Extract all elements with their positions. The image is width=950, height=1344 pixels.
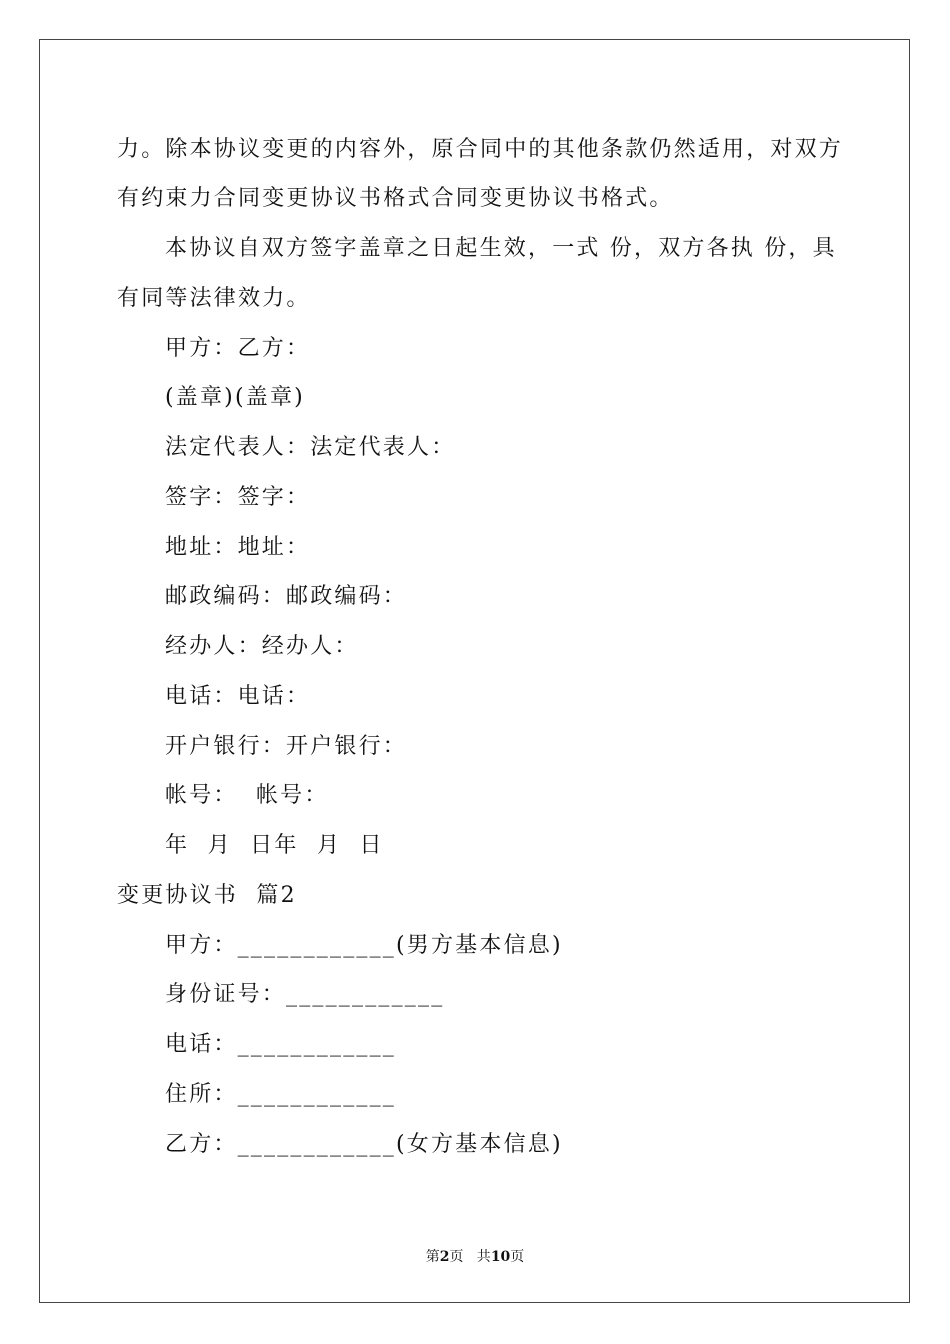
- section-heading: 变更协议书 篇2: [117, 883, 297, 908]
- paragraph-line: 力。除本协议变更的内容外，原合同中的其他条款仍然适用，对双方: [117, 137, 844, 162]
- signature-line: 签字：签字：: [165, 485, 311, 510]
- party-b-line: 乙方：____________(女方基本信息): [165, 1132, 563, 1157]
- phone-line: 电话：____________: [165, 1032, 397, 1057]
- legal-representative-line: 法定代表人：法定代表人：: [165, 435, 456, 460]
- address-line: 地址：地址：: [165, 535, 311, 560]
- phone-line: 电话：电话：: [165, 684, 311, 709]
- page-border: [39, 39, 910, 1303]
- paragraph-line: 有约束力合同变更协议书格式合同变更协议书格式。: [117, 186, 674, 211]
- footer-page-total: 10: [490, 1249, 511, 1265]
- postal-code-line: 邮政编码：邮政编码：: [165, 584, 408, 609]
- footer-suffix: 页: [510, 1249, 525, 1265]
- account-line: 帐号： 帐号：: [165, 783, 329, 808]
- party-a-line: 甲方：____________(男方基本信息): [165, 933, 563, 958]
- footer-mid: 页 共: [449, 1249, 491, 1265]
- residence-line: 住所：____________: [165, 1082, 397, 1107]
- bank-line: 开户银行：开户银行：: [165, 734, 408, 759]
- page-footer: [0, 1247, 950, 1267]
- paragraph-line: 本协议自双方签字盖章之日起生效，一式 份，双方各执 份，具: [165, 236, 837, 261]
- party-line: 甲方：乙方：: [165, 336, 311, 361]
- paragraph-line: 有同等法律效力。: [117, 286, 311, 311]
- seal-line: (盖章)(盖章): [165, 385, 305, 410]
- date-line: 年 月 日年 月 日: [165, 833, 384, 858]
- footer-prefix: 第: [425, 1249, 440, 1265]
- id-number-line: 身份证号：____________: [165, 982, 445, 1007]
- footer-page-current: 2: [439, 1249, 450, 1265]
- handler-line: 经办人：经办人：: [165, 634, 359, 659]
